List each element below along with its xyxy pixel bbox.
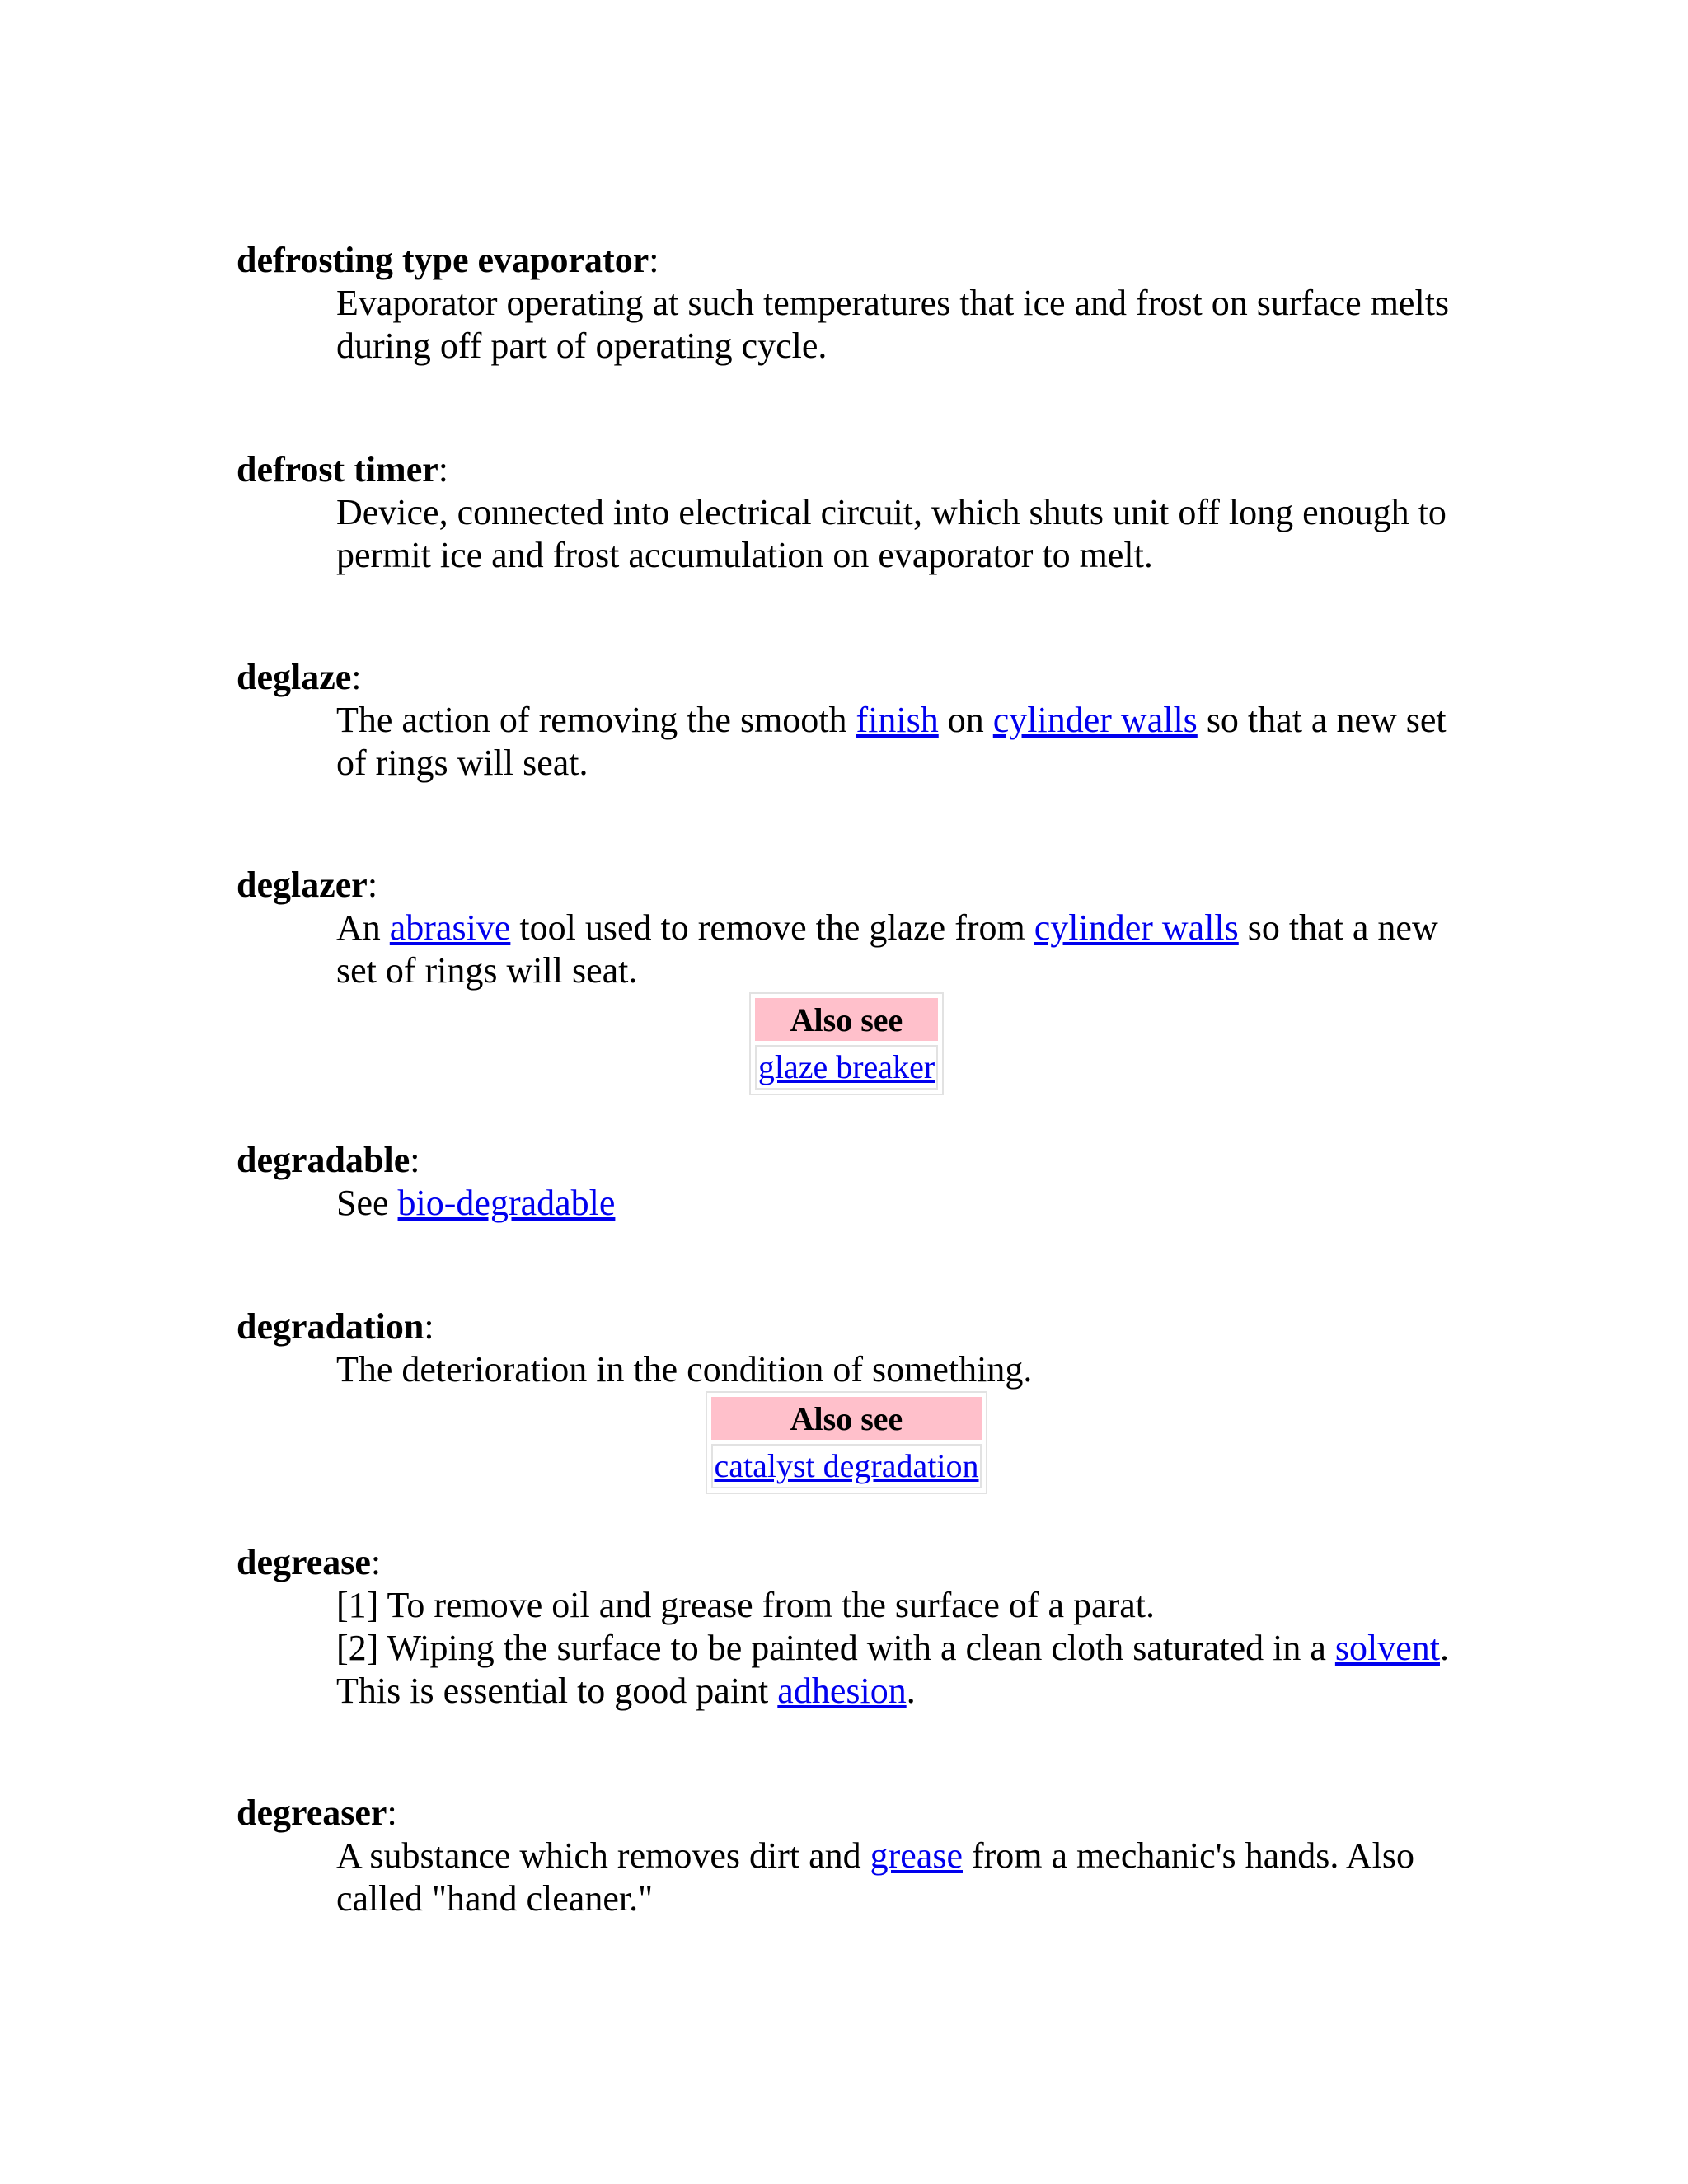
link-cylinder-walls[interactable]: cylinder walls — [992, 700, 1198, 740]
glossary-entry: defrosting type evaporator: Evaporator operating at such temperatures that ice and frost on surface melts during off part of operating cycle. — [237, 239, 1456, 448]
glossary-entry: deglazer: An abrasive tool used to remove the glaze from cylinder walls so that a new set of rings will seat. Also see glaze breaker — [237, 864, 1456, 1139]
link-adhesion[interactable]: adhesion — [777, 1671, 907, 1711]
glossary-entry: degradation: The deterioration in the condition of something. Also see catalyst degradation — [237, 1305, 1456, 1541]
link-solvent[interactable]: solvent — [1334, 1628, 1440, 1668]
entry-term: degradation — [237, 1306, 424, 1347]
entry-term: degrease — [237, 1542, 371, 1582]
definition-sense-2: [2] Wiping the surface to be painted with a clean cloth saturated in a solvent. This is essential to good paint adhesion. — [336, 1628, 1449, 1711]
link-cylinder-walls[interactable]: cylinder walls — [1034, 907, 1239, 948]
entry-definition — [336, 1584, 1474, 1713]
definition-sense-1: [1] To remove oil and grease from the surface of a parat. — [336, 1585, 1156, 1625]
entry-term: defrost timer — [237, 449, 438, 490]
also-see-header: Also see — [755, 998, 938, 1041]
glossary-page — [237, 239, 1456, 1920]
entry-term: degradable — [237, 1140, 410, 1180]
link-finish[interactable]: finish — [856, 700, 939, 740]
also-see-table — [749, 992, 944, 1095]
entry-definition: The action of removing the smooth finish on cylinder walls so that a new set of rings will seat. — [336, 700, 1447, 783]
entry-term: defrosting type evaporator — [237, 240, 649, 280]
link-glaze-breaker[interactable]: glaze breaker — [757, 1048, 935, 1085]
entry-definition: Device, connected into electrical circuit, which shuts unit off long enough to permit ice and frost accumulation on evaporator to melt. — [336, 492, 1447, 575]
glossary-entry: degreaser: A substance which removes dirt and grease from a mechanic's hands. Also called "hand cleaner." — [237, 1792, 1456, 1920]
glossary-entry: degradable: See bio-degradable — [237, 1139, 1456, 1305]
glossary-entry: deglaze: The action of removing the smooth finish on cylinder walls so that a new set of rings will seat. — [237, 656, 1456, 864]
entry-definition: An abrasive tool used to remove the glaze from cylinder walls so that a new set of rings will seat. — [336, 907, 1438, 991]
link-abrasive[interactable]: abrasive — [389, 907, 511, 948]
entry-term: deglaze — [237, 657, 352, 697]
link-grease[interactable]: grease — [870, 1835, 963, 1876]
entry-definition: A substance which removes dirt and grease from a mechanic's hands. Also called "hand cleaner." — [336, 1835, 1415, 1919]
glossary-entry: degrease: [1] To remove oil and grease from the surface of a parat. [2] Wiping the surface to be painted with a clean cloth saturated in a solvent. This is essential to good paint adhesion. — [237, 1541, 1456, 1792]
entry-term: deglazer — [237, 865, 368, 905]
entry-term: degreaser — [237, 1793, 387, 1833]
entry-definition: Evaporator operating at such temperatures that ice and frost on surface melts during off part of operating cycle. — [336, 283, 1450, 366]
link-catalyst-degradation[interactable]: catalyst degradation — [714, 1447, 979, 1484]
glossary-entry: defrost timer: Device, connected into electrical circuit, which shuts unit off long enough to permit ice and frost accumulation on evaporator to melt. — [237, 448, 1456, 656]
link-bio-degradable[interactable]: bio-degradable — [397, 1183, 616, 1223]
also-see-table — [706, 1391, 988, 1494]
entry-definition: The deterioration in the condition of something. — [336, 1349, 1033, 1390]
entry-definition: See bio-degradable — [336, 1183, 616, 1223]
also-see-header: Also see — [711, 1397, 982, 1440]
